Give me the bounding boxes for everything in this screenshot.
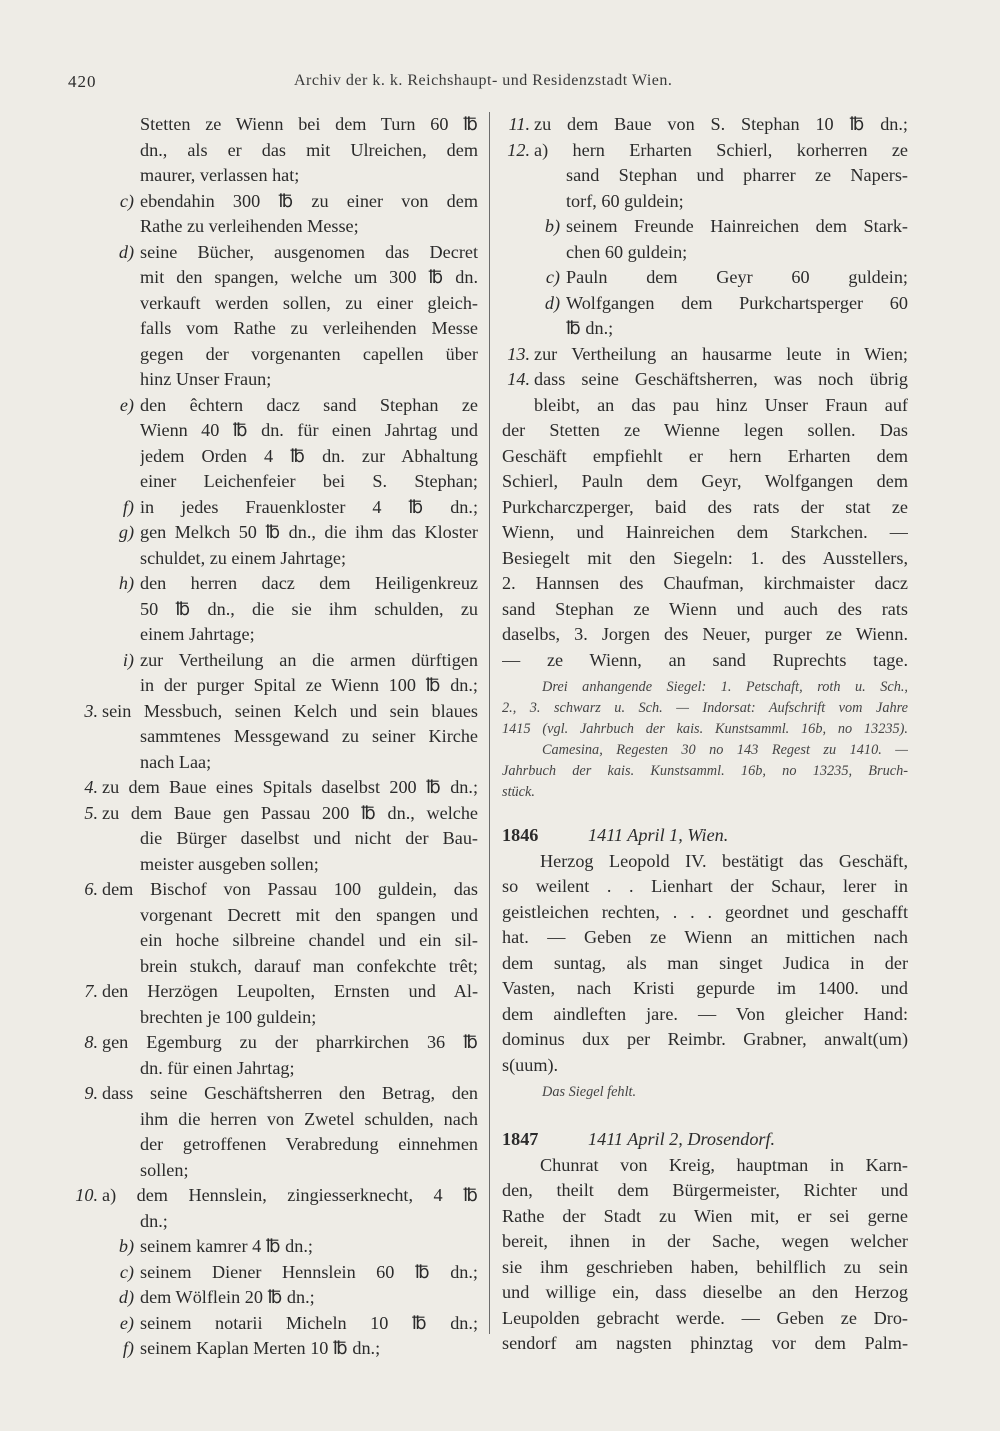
line-text: ebendahin 300 ℔ zu einer von dem: [140, 190, 478, 211]
line-text: meister ausgeben sollen;: [140, 853, 319, 874]
text-line: [502, 1255, 908, 1281]
document-number: 1846: [502, 825, 539, 845]
text-line: [502, 719, 908, 740]
line-text: gen Melkch 50 ℔ dn., die ihm das Kloster: [140, 522, 478, 542]
text-line: [60, 699, 478, 725]
column-divider: [489, 112, 490, 1334]
document-heading: [502, 823, 908, 849]
text-line: [60, 291, 478, 317]
page-header: [0, 72, 1000, 100]
text-line: [502, 291, 908, 317]
text-line: [502, 677, 908, 698]
line-text: Drei anhangende Siegel: 1. Petschaft, roth u. Sch.,: [542, 679, 908, 695]
text-line: [60, 469, 478, 495]
line-text: 2. Hannsen des Chaufman, kirchmaister dacz: [502, 573, 908, 593]
line-text: sein Messbuch, seinen Kelch und sein blaues: [102, 700, 478, 721]
line-text: Rathe zu verleihenden Messe;: [140, 216, 359, 236]
text-line: [502, 1331, 908, 1357]
text-line: [502, 112, 908, 138]
line-text: den êchtern dacz sand Stephan ze: [140, 394, 478, 415]
item-number: f): [122, 496, 134, 517]
item-number: b): [544, 216, 560, 236]
line-text: torf, 60 guldein;: [566, 190, 684, 211]
line-text: a) dem Hennslein, zingiesserknecht, 4 ℔: [102, 1185, 478, 1205]
text-line: [502, 976, 908, 1002]
text-line: [60, 928, 478, 954]
item-number: e): [119, 394, 134, 415]
line-text: jedem Orden 4 ℔ dn. zur Abhaltung: [140, 445, 478, 466]
item-number: 12.: [507, 139, 530, 160]
line-text: Rathe der Stadt zu Wien mit, er sei gerne: [502, 1205, 908, 1226]
line-text: gen Egemburg zu der pharrkirchen 36 ℔: [102, 1032, 478, 1052]
text-line: [502, 849, 908, 875]
item-number: d): [118, 241, 134, 262]
footnote-1846: [502, 1082, 908, 1103]
text-line: [60, 1209, 478, 1235]
text-line: [60, 367, 478, 393]
line-text: dem suntag, als man singet Judica in der: [502, 952, 908, 973]
line-text: 1415 (vgl. Jahrbuch der kais. Kunstsamml. 16b, no 13235).: [502, 721, 908, 737]
document-date: 1411 April 1, Wien.: [588, 825, 729, 845]
text-line: [502, 367, 908, 393]
line-text: seinem Kaplan Merten 10 ℔ dn.;: [140, 1338, 381, 1358]
text-line: [60, 1183, 478, 1209]
line-text: sammtenes Messgewand zu seiner Kirche: [140, 726, 478, 746]
item-number: 5.: [84, 802, 98, 823]
line-text: sand Stephan und pharrer ze Napers-: [566, 165, 908, 185]
line-text: schuldet, zu einem Jahrtage;: [140, 547, 347, 568]
line-text: gegen der vorgenanten capellen über: [140, 343, 478, 364]
line-text: dominus dux per Reimbr. Grabner, anwalt(um): [502, 1029, 908, 1049]
line-text: Wolfgangen dem Purkchartsperger 60: [566, 292, 908, 313]
text-line: [60, 1107, 478, 1133]
text-line: [502, 597, 908, 623]
line-text: brechten je 100 guldein;: [140, 1006, 317, 1027]
text-line: [60, 1260, 478, 1286]
item-number: g): [118, 522, 134, 542]
text-line: [60, 648, 478, 674]
line-text: sie ihm geschrieben haben, behilflich zu sein: [502, 1256, 908, 1277]
item-number: i): [122, 649, 134, 670]
text-line: [502, 546, 908, 572]
line-text: die Bürger daselbst und nicht der Bau-: [140, 828, 478, 848]
text-line: [60, 1081, 478, 1107]
text-line: [502, 900, 908, 926]
text-line: [60, 138, 478, 164]
text-line: [60, 1336, 478, 1362]
text-line: [60, 877, 478, 903]
line-text: der getroffenen Verabredung einnehmen: [140, 1134, 478, 1154]
item-number: c): [119, 190, 134, 211]
line-text: Vasten, nach Kristi gepurde im 1400. und: [502, 978, 908, 998]
item-number: 14.: [507, 369, 530, 389]
line-text: — ze Wienn, an sand Ruprechts tage.: [502, 649, 908, 670]
line-text: sand Stephan ze Wienn und auch des rats: [502, 598, 908, 619]
text-line: [60, 1158, 478, 1184]
text-line: [502, 1027, 908, 1053]
line-text: so weilent . . Lienhart der Schaur, lerer in: [502, 876, 908, 896]
line-text: ein hoche silbreine chandel und ein sil-: [140, 930, 478, 950]
item-number: 3.: [84, 700, 98, 721]
text-line: [60, 1030, 478, 1056]
line-text: maurer, verlassen hat;: [140, 165, 300, 185]
line-text: dem Wölflein 20 ℔ dn.;: [140, 1287, 315, 1307]
text-line: [502, 1002, 908, 1028]
text-line: [60, 826, 478, 852]
line-text: Jahrbuch der kais. Kunstsamml. 16b, no 13235, Bruch-: [502, 763, 908, 779]
line-text: zur Vertheilung an die armen dürftigen: [140, 649, 478, 670]
line-text: bleibt, an das pau hinz Unser Fraun auf: [534, 394, 908, 415]
line-text: vorgenant Decrett mit den spangen und: [140, 904, 478, 925]
item-number: 9.: [84, 1083, 98, 1103]
text-line: [60, 495, 478, 521]
line-text: Herzog Leopold IV. bestätigt das Geschäft,: [540, 850, 908, 871]
line-text: dn. für einen Jahrtag;: [140, 1057, 295, 1078]
text-line: [502, 138, 908, 164]
item-number: b): [118, 1236, 134, 1256]
text-line: [60, 112, 478, 138]
line-text: ℔ dn.;: [566, 318, 614, 338]
running-title: Archiv der k. k. Reichshaupt- und Residenzstadt Wien.: [294, 72, 673, 89]
item-number: c): [545, 267, 560, 287]
line-text: seinem Diener Hennslein 60 ℔ dn.;: [140, 1261, 478, 1282]
line-text: in jedes Frauenkloster 4 ℔ dn.;: [140, 496, 478, 517]
text-line: [502, 240, 908, 266]
text-line: [60, 163, 478, 189]
item-number: 10.: [75, 1185, 98, 1205]
document-date: 1411 April 2, Drosendorf.: [588, 1129, 776, 1149]
line-text: hat. — Geben ze Wienn an mittichen nach: [502, 927, 908, 947]
line-text: sendorf am nagsten phinztag vor dem Palm-: [502, 1333, 908, 1353]
line-text: und willige ein, dass dieselbe an den Herzog: [502, 1282, 908, 1302]
line-text: den Herzögen Leupolten, Ernsten und Al-: [102, 981, 478, 1001]
line-text: Schierl, Pauln dem Geyr, Wolfgangen dem: [502, 471, 908, 491]
item-number: 13.: [507, 343, 530, 364]
text-line: [502, 925, 908, 951]
text-line: [60, 1056, 478, 1082]
text-line: [60, 1311, 478, 1337]
text-line: [60, 240, 478, 266]
text-line: [502, 163, 908, 189]
text-line: [60, 316, 478, 342]
item-number: 11.: [508, 114, 530, 134]
text-line: [502, 1306, 908, 1332]
left-column: [60, 112, 478, 1362]
text-line: [60, 546, 478, 572]
text-line: [60, 393, 478, 419]
line-text: Wienn, und Hainreichen dem Starkchen. —: [502, 522, 908, 542]
line-text: stück.: [502, 784, 535, 800]
text-line: [60, 801, 478, 827]
text-line: [502, 393, 908, 419]
text-line: [502, 444, 908, 470]
text-line: [60, 954, 478, 980]
line-text: zu dem Baue gen Passau 200 ℔ dn., welche: [102, 802, 478, 823]
document-number: 1847: [502, 1129, 539, 1149]
line-text: Das Siegel fehlt.: [542, 1084, 637, 1100]
page-number: 420: [68, 72, 97, 91]
line-text: dass seine Geschäftsherren, was noch übrig: [534, 369, 908, 389]
line-text: geistleichen rechten, . . . geordnet und geschafft: [502, 901, 908, 922]
item-number: 8.: [84, 1032, 98, 1052]
line-text: seinem Freunde Hainreichen dem Stark-: [566, 216, 908, 236]
line-text: dass seine Geschäftsherren den Betrag, den: [102, 1083, 478, 1103]
line-text: Purkcharczperger, baid des rats der stat ze: [502, 496, 908, 517]
text-line: [502, 740, 908, 761]
text-line: [60, 1234, 478, 1260]
line-text: zu dem Baue eines Spitals daselbst 200 ℔ dn.;: [102, 777, 478, 797]
line-text: Besiegelt mit den Siegeln: 1. des Ausstellers,: [502, 547, 908, 568]
line-text: Leupolden gebracht werde. — Geben ze Dro-: [502, 1307, 908, 1328]
item-number: 7.: [84, 981, 98, 1001]
text-line: [502, 265, 908, 291]
line-text: falls vom Rathe zu verleihenden Messe: [140, 318, 478, 338]
line-text: s(uum).: [502, 1054, 559, 1075]
line-text: Stetten ze Wienn bei dem Turn 60 ℔: [140, 114, 478, 134]
text-line: [502, 1053, 908, 1079]
line-text: dn., als er das mit Ulreichen, dem: [140, 139, 478, 160]
text-line: [502, 571, 908, 597]
line-text: dem aindleften jare. — Von gleicher Hand:: [502, 1003, 908, 1024]
text-line: [502, 951, 908, 977]
text-line: [60, 903, 478, 929]
line-text: der Stetten ze Wienne legen sollen. Das: [502, 420, 908, 440]
line-text: Camesina, Regesten 30 no 143 Regest zu 1410. —: [542, 742, 908, 758]
text-line: [60, 673, 478, 699]
line-text: ihm die herren von Zwetel schulden, nach: [140, 1108, 478, 1129]
line-text: hinz Unser Fraun;: [140, 369, 272, 389]
text-line: [502, 520, 908, 546]
text-line: [502, 874, 908, 900]
line-text: in der purger Spital ze Wienn 100 ℔ dn.;: [140, 675, 478, 695]
line-text: einem Jahrtage;: [140, 624, 255, 644]
line-text: brein stukch, darauf man confekchte trêt;: [140, 955, 478, 976]
line-text: dn.;: [140, 1210, 168, 1231]
text-line: [502, 189, 908, 215]
line-text: seine Bücher, ausgenomen das Decret: [140, 241, 478, 262]
right-column: [502, 112, 908, 1357]
text-line: [60, 622, 478, 648]
item-number: e): [119, 1312, 134, 1333]
line-text: einer Leichenfeier bei S. Stephan;: [140, 471, 478, 491]
line-text: a) hern Erharten Schierl, korherren ze: [534, 139, 908, 160]
text-line: [502, 495, 908, 521]
text-line: [502, 622, 908, 648]
text-line: [60, 342, 478, 368]
line-text: zu dem Baue von S. Stephan 10 ℔ dn.;: [534, 114, 908, 134]
line-text: dem Bischof von Passau 100 guldein, das: [102, 879, 478, 899]
line-text: chen 60 guldein;: [566, 241, 688, 262]
text-line: [502, 1204, 908, 1230]
text-line: [502, 1280, 908, 1306]
text-line: [502, 1153, 908, 1179]
text-line: [60, 852, 478, 878]
line-text: bereit, ihnen in der Sache, wegen welcher: [502, 1231, 908, 1251]
line-text: seinem kamrer 4 ℔ dn.;: [140, 1236, 313, 1256]
text-line: [60, 1285, 478, 1311]
text-line: [502, 1178, 908, 1204]
line-text: Chunrat von Kreig, hauptman in Karn-: [540, 1154, 908, 1175]
line-text: nach Laa;: [140, 751, 212, 772]
text-line: [502, 316, 908, 342]
text-line: [502, 761, 908, 782]
line-text: 2., 3. schwarz u. Sch. — Indorsat: Aufschrift vom Jahre: [502, 700, 908, 716]
item-number: d): [544, 292, 560, 313]
text-line: [502, 648, 908, 674]
text-line: [60, 214, 478, 240]
text-line: [60, 265, 478, 291]
line-text: den herren dacz dem Heiligenkreuz: [140, 573, 478, 593]
line-text: verkauft werden sollen, zu einer gleich-: [140, 292, 478, 313]
line-text: mit den spangen, welche um 300 ℔ dn.: [140, 267, 478, 287]
text-line: [502, 1082, 908, 1103]
footnotes-1845: [502, 677, 908, 803]
line-text: Geschäft empfiehlt er hern Erharten dem: [502, 445, 908, 466]
line-text: zur Vertheilung an hausarme leute in Wien;: [534, 343, 908, 364]
line-text: Wienn 40 ℔ dn. für einen Jahrtag und: [140, 420, 478, 440]
text-line: [60, 189, 478, 215]
text-line: [502, 698, 908, 719]
line-text: seinem notarii Micheln 10 ℔ dn.;: [140, 1312, 478, 1333]
text-line: [60, 979, 478, 1005]
text-line: [60, 750, 478, 776]
item-number: d): [118, 1287, 134, 1307]
text-line: [60, 1132, 478, 1158]
item-number: 4.: [84, 777, 98, 797]
text-line: [60, 571, 478, 597]
line-text: sollen;: [140, 1159, 189, 1180]
item-number: 6.: [84, 879, 98, 899]
text-line: [502, 469, 908, 495]
text-line: [60, 597, 478, 623]
text-line: [502, 418, 908, 444]
text-line: [502, 782, 908, 803]
text-line: [60, 444, 478, 470]
text-line: [60, 724, 478, 750]
document-heading: [502, 1127, 908, 1153]
line-text: daselbs, 3. Jorgen des Neuer, purger ze Wienn.: [502, 624, 908, 644]
line-text: den, theilt dem Bürgermeister, Richter und: [502, 1180, 908, 1200]
line-text: 50 ℔ dn., die sie ihm schulden, zu: [140, 598, 478, 619]
text-line: [502, 342, 908, 368]
text-line: [502, 214, 908, 240]
text-line: [60, 520, 478, 546]
text-line: [60, 1005, 478, 1031]
item-number: f): [122, 1338, 134, 1358]
item-number: h): [118, 573, 134, 593]
text-line: [502, 1229, 908, 1255]
text-line: [60, 775, 478, 801]
line-text: Pauln dem Geyr 60 guldein;: [566, 267, 908, 287]
text-line: [60, 418, 478, 444]
item-number: c): [119, 1261, 134, 1282]
